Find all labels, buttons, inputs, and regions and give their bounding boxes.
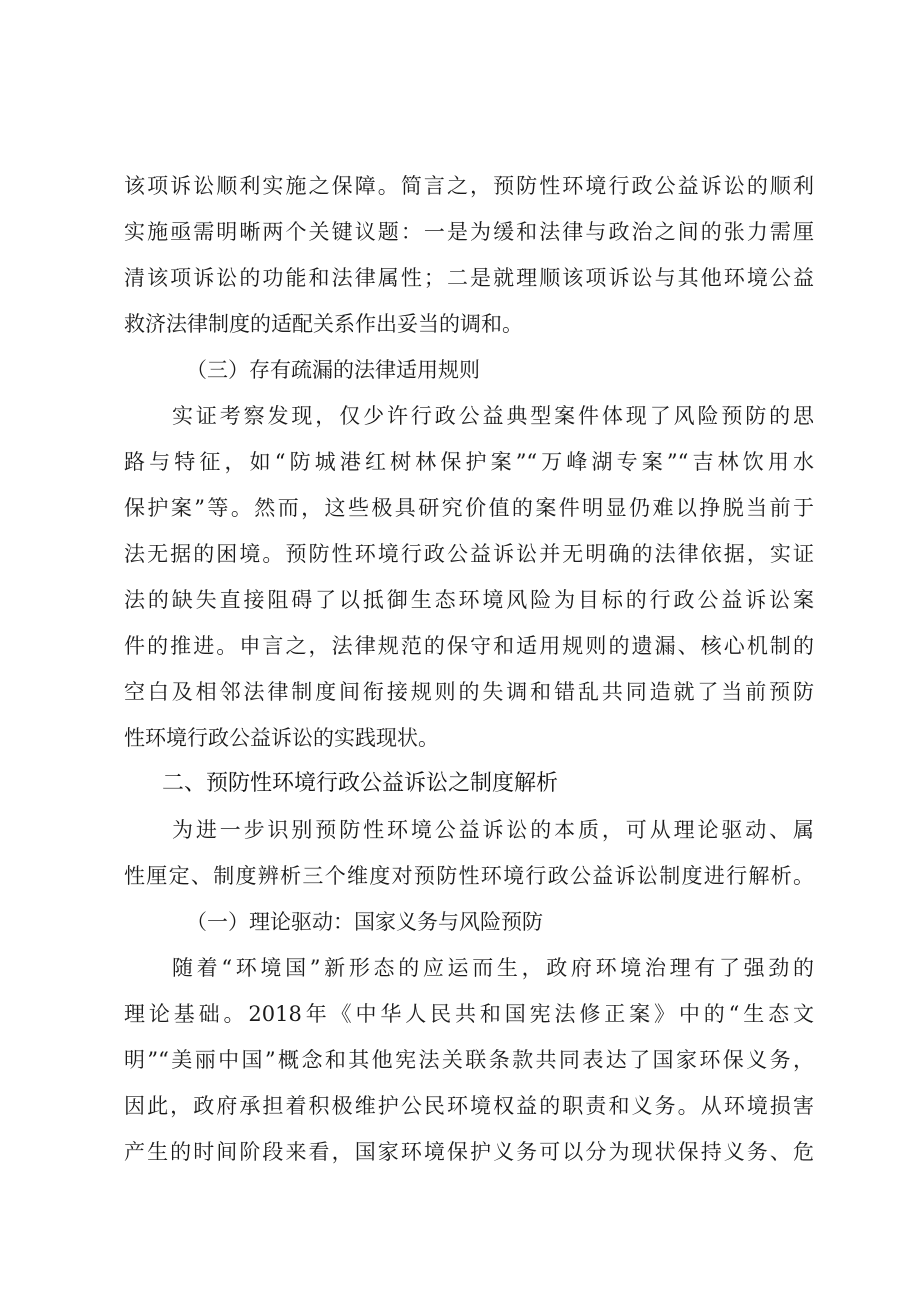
paragraph-line: 随着“环境国”新形态的应运而生，政府环境治理有了强劲的 [172,956,814,980]
paragraph-line: 理论基础。2018年《中华人民共和国宪法修正案》中的“生态文 [124,1002,814,1026]
paragraph-line: 性环境行政公益诉讼的实践现状。 [124,726,439,750]
paragraph-line: 法的缺失直接阻碍了以抵御生态环境风险为目标的行政公益诉讼案 [124,588,814,612]
section-heading-2: 二、预防性环境行政公益诉讼之制度解析 [162,771,559,796]
paragraph-line: 实证考察发现，仅少许行政公益典型案件体现了风险预防的思 [172,404,814,428]
paragraph-line: 救济法律制度的适配关系作出妥当的调和。 [124,312,523,336]
paragraph-line: 实施亟需明晰两个关键议题：一是为缓和法律与政治之间的张力需厘 [124,220,814,244]
subsection-heading-1: （一）理论驱动：国家义务与风险预防 [186,910,543,934]
paragraph-line: 保护案”等。然而，这些极具研究价值的案件明显仍难以挣脱当前于 [124,496,814,520]
paragraph-line: 空白及相邻法律制度间衔接规则的失调和错乱共同造就了当前预防 [124,680,814,704]
paragraph-line: 因此，政府承担着积极维护公民环境权益的职责和义务。从环境损害 [124,1094,814,1118]
paragraph-line: 产生的时间阶段来看，国家环境保护义务可以分为现状保持义务、危 [124,1140,814,1164]
paragraph-line: 为进一步识别预防性环境公益诉讼的本质，可从理论驱动、属 [172,818,814,842]
paragraph-line: 性厘定、制度辨析三个维度对预防性环境行政公益诉讼制度进行解析。 [124,864,814,888]
paragraph-line: 明”“美丽中国”概念和其他宪法关联条款共同表达了国家环保义务， [124,1048,814,1072]
document-body [124,163,814,1175]
paragraph-line: 法无据的困境。预防性环境行政公益诉讼并无明确的法律依据，实证 [124,542,814,566]
paragraph-line: 路与特征，如“防城港红树林保护案”“万峰湖专案”“吉林饮用水 [124,450,814,474]
paragraph-line: 清该项诉讼的功能和法律属性；二是就理顺该项诉讼与其他环境公益 [124,266,814,290]
paragraph-line: 件的推进。申言之，法律规范的保守和适用规则的遗漏、核心机制的 [124,634,814,658]
paragraph-line: 该项诉讼顺利实施之保障。简言之，预防性环境行政公益诉讼的顺利 [124,174,814,198]
subsection-heading-3: （三）存有疏漏的法律适用规则 [186,358,480,382]
